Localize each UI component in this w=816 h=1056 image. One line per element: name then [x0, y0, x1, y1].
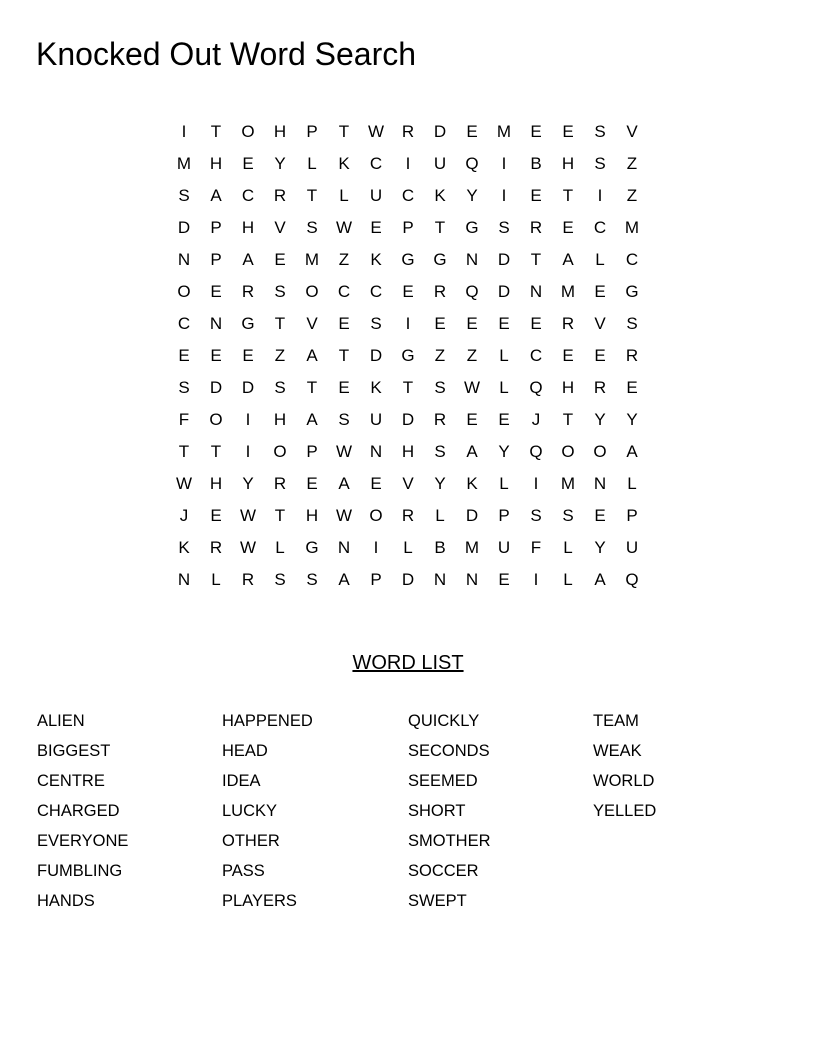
grid-letter: T: [338, 346, 350, 365]
grid-letter: E: [306, 474, 318, 493]
grid-letter: S: [274, 282, 286, 301]
grid-letter: L: [275, 538, 285, 557]
grid-letter: T: [562, 186, 574, 205]
grid-letter: H: [401, 442, 415, 461]
grid-letter: T: [434, 218, 446, 237]
grid-letter: Y: [498, 442, 510, 461]
grid-letter: R: [529, 218, 543, 237]
grid-letter: Z: [626, 154, 638, 173]
grid-letter: Y: [274, 154, 286, 173]
grid-letter: E: [562, 218, 574, 237]
word-list-item: HANDS: [37, 892, 95, 910]
grid-letter: M: [304, 250, 320, 269]
grid-letter: S: [338, 410, 350, 429]
grid-letter: O: [209, 410, 223, 429]
grid-letter: J: [531, 410, 541, 429]
grid-letter: E: [594, 346, 606, 365]
grid-row: [168, 468, 648, 500]
grid-letter: K: [370, 250, 382, 269]
grid-letter: D: [497, 250, 511, 269]
word-search-grid: [168, 116, 648, 596]
grid-letter: O: [305, 282, 319, 301]
grid-letter: G: [401, 346, 415, 365]
grid-letter: R: [401, 506, 415, 525]
grid-letter: C: [401, 186, 415, 205]
grid-letter: E: [370, 218, 382, 237]
grid-letter: E: [562, 346, 574, 365]
grid-letter: K: [338, 154, 350, 173]
word-list-item: PLAYERS: [222, 892, 297, 910]
word-list-item: LUCKY: [222, 802, 278, 820]
grid-letter: P: [210, 250, 222, 269]
grid-letter: Q: [465, 282, 479, 301]
grid-letter: R: [401, 122, 415, 141]
grid-letter: L: [627, 474, 637, 493]
grid-letter: U: [497, 538, 511, 557]
word-list-column: [593, 706, 773, 826]
grid-letter: R: [625, 346, 639, 365]
grid-letter: Y: [242, 474, 254, 493]
grid-letter: D: [401, 410, 415, 429]
grid-letter: M: [496, 122, 512, 141]
grid-letter: E: [370, 474, 382, 493]
word-list-item: TEAM: [593, 712, 639, 730]
grid-letter: Z: [274, 346, 286, 365]
word-list-item: QUICKLY: [408, 712, 480, 730]
grid-letter: L: [563, 538, 573, 557]
grid-row: [168, 404, 648, 436]
grid-letter: W: [335, 506, 353, 525]
grid-letter: P: [498, 506, 510, 525]
grid-letter: E: [210, 346, 222, 365]
grid-letter: Y: [434, 474, 446, 493]
grid-letter: R: [273, 186, 287, 205]
grid-letter: P: [370, 570, 382, 589]
grid-letter: D: [209, 378, 223, 397]
grid-letter: L: [339, 186, 349, 205]
word-list-item: OTHER: [222, 832, 280, 850]
grid-letter: E: [594, 282, 606, 301]
grid-letter: E: [498, 410, 510, 429]
grid-letter: C: [369, 282, 383, 301]
grid-letter: S: [274, 378, 286, 397]
grid-letter: I: [181, 122, 187, 141]
grid-letter: L: [563, 570, 573, 589]
grid-letter: B: [434, 538, 446, 557]
word-list-column: [222, 706, 402, 916]
grid-letter: V: [306, 314, 318, 333]
grid-letter: A: [594, 570, 606, 589]
grid-letter: O: [561, 442, 575, 461]
grid-letter: C: [529, 346, 543, 365]
grid-letter: I: [405, 154, 411, 173]
grid-letter: M: [464, 538, 480, 557]
grid-letter: N: [177, 570, 191, 589]
grid-letter: T: [562, 410, 574, 429]
grid-letter: R: [593, 378, 607, 397]
grid-letter: N: [529, 282, 543, 301]
grid-letter: T: [274, 506, 286, 525]
grid-letter: D: [241, 378, 255, 397]
grid-letter: L: [435, 506, 445, 525]
page-title: Knocked Out Word Search: [36, 36, 417, 72]
grid-letter: W: [367, 122, 385, 141]
grid-letter: E: [530, 314, 542, 333]
grid-letter: E: [498, 570, 510, 589]
grid-letter: G: [305, 538, 319, 557]
word-list-item: WORLD: [593, 772, 655, 790]
grid-letter: E: [242, 346, 254, 365]
word-list-item: SECONDS: [408, 742, 490, 760]
grid-letter: I: [501, 186, 507, 205]
grid-letter: I: [533, 474, 539, 493]
grid-letter: O: [369, 506, 383, 525]
grid-letter: Y: [594, 410, 606, 429]
grid-letter: I: [501, 154, 507, 173]
grid-letter: W: [239, 506, 257, 525]
grid-letter: P: [210, 218, 222, 237]
grid-letter: A: [338, 570, 350, 589]
word-list-item: WEAK: [593, 742, 642, 760]
grid-letter: S: [178, 186, 190, 205]
grid-letter: W: [239, 538, 257, 557]
grid-letter: Q: [465, 154, 479, 173]
grid-letter: S: [274, 570, 286, 589]
grid-letter: E: [466, 410, 478, 429]
grid-letter: E: [178, 346, 190, 365]
grid-letter: F: [178, 410, 190, 429]
grid-letter: R: [433, 410, 447, 429]
grid-letter: T: [178, 442, 190, 461]
grid-letter: E: [274, 250, 286, 269]
grid-letter: H: [561, 154, 575, 173]
grid-letter: L: [403, 538, 413, 557]
grid-letter: I: [597, 186, 603, 205]
grid-letter: N: [465, 250, 479, 269]
word-list-item: FUMBLING: [37, 862, 123, 880]
grid-letter: E: [626, 378, 638, 397]
grid-letter: V: [626, 122, 638, 141]
grid-letter: T: [306, 378, 318, 397]
grid-letter: S: [530, 506, 542, 525]
grid-letter: H: [273, 122, 287, 141]
word-list-item: SWEPT: [408, 892, 467, 910]
grid-row: [168, 276, 648, 308]
grid-letter: N: [593, 474, 607, 493]
grid-letter: A: [306, 346, 318, 365]
grid-letter: U: [369, 186, 383, 205]
grid-letter: U: [625, 538, 639, 557]
grid-letter: A: [626, 442, 638, 461]
grid-letter: Y: [594, 538, 606, 557]
grid-letter: L: [499, 346, 509, 365]
grid-letter: Z: [434, 346, 446, 365]
grid-letter: A: [338, 474, 350, 493]
grid-letter: M: [176, 154, 192, 173]
grid-letter: T: [402, 378, 414, 397]
grid-letter: R: [241, 570, 255, 589]
grid-row: [168, 212, 648, 244]
grid-letter: C: [241, 186, 255, 205]
grid-letter: D: [369, 346, 383, 365]
grid-letter: S: [306, 218, 318, 237]
grid-letter: N: [337, 538, 351, 557]
grid-letter: A: [242, 250, 254, 269]
grid-row: [168, 180, 648, 212]
grid-letter: Z: [626, 186, 638, 205]
grid-letter: Q: [529, 442, 543, 461]
grid-letter: E: [466, 314, 478, 333]
grid-letter: S: [594, 122, 606, 141]
grid-letter: L: [307, 154, 317, 173]
grid-letter: F: [530, 538, 542, 557]
grid-letter: O: [273, 442, 287, 461]
grid-letter: N: [177, 250, 191, 269]
grid-letter: U: [433, 154, 447, 173]
grid-letter: M: [624, 218, 640, 237]
grid-row: [168, 372, 648, 404]
grid-letter: T: [274, 314, 286, 333]
grid-letter: R: [241, 282, 255, 301]
grid-letter: N: [465, 570, 479, 589]
grid-letter: H: [209, 474, 223, 493]
grid-letter: C: [177, 314, 191, 333]
grid-letter: I: [245, 442, 251, 461]
grid-letter: H: [209, 154, 223, 173]
grid-letter: Q: [529, 378, 543, 397]
grid-letter: R: [273, 474, 287, 493]
grid-letter: E: [242, 154, 254, 173]
grid-letter: K: [370, 378, 382, 397]
grid-row: [168, 500, 648, 532]
grid-letter: S: [498, 218, 510, 237]
grid-letter: C: [369, 154, 383, 173]
grid-letter: G: [241, 314, 255, 333]
word-list-item: HEAD: [222, 742, 268, 760]
word-list-item: SMOTHER: [408, 832, 491, 850]
grid-letter: H: [305, 506, 319, 525]
grid-letter: S: [562, 506, 574, 525]
grid-letter: D: [465, 506, 479, 525]
grid-letter: P: [626, 506, 638, 525]
grid-letter: R: [433, 282, 447, 301]
grid-row: [168, 308, 648, 340]
grid-letter: T: [210, 122, 222, 141]
grid-row: [168, 244, 648, 276]
grid-letter: V: [402, 474, 414, 493]
grid-letter: A: [306, 410, 318, 429]
grid-letter: W: [175, 474, 193, 493]
grid-letter: E: [498, 314, 510, 333]
grid-letter: Y: [626, 410, 638, 429]
word-list-item: YELLED: [593, 802, 657, 820]
grid-letter: C: [593, 218, 607, 237]
grid-letter: R: [561, 314, 575, 333]
grid-letter: E: [210, 506, 222, 525]
grid-letter: K: [178, 538, 190, 557]
grid-letter: Q: [625, 570, 639, 589]
grid-letter: I: [405, 314, 411, 333]
grid-letter: V: [274, 218, 286, 237]
grid-letter: T: [530, 250, 542, 269]
grid-letter: O: [593, 442, 607, 461]
grid-letter: Z: [338, 250, 350, 269]
grid-letter: G: [401, 250, 415, 269]
grid-letter: L: [499, 474, 509, 493]
grid-letter: I: [373, 538, 379, 557]
grid-letter: G: [625, 282, 639, 301]
grid-letter: Z: [466, 346, 478, 365]
word-list-item: SHORT: [408, 802, 466, 820]
grid-row: [168, 532, 648, 564]
word-list-item: IDEA: [222, 772, 261, 790]
grid-letter: A: [210, 186, 222, 205]
grid-letter: K: [434, 186, 446, 205]
word-list-item: BIGGEST: [37, 742, 111, 760]
word-list-item: HAPPENED: [222, 712, 313, 730]
grid-letter: P: [402, 218, 414, 237]
grid-letter: O: [177, 282, 191, 301]
grid-letter: E: [338, 378, 350, 397]
grid-letter: W: [335, 442, 353, 461]
word-list-column: [408, 706, 588, 916]
grid-letter: Y: [466, 186, 478, 205]
word-list-item: PASS: [222, 862, 265, 880]
grid-letter: D: [497, 282, 511, 301]
grid-letter: P: [306, 122, 318, 141]
grid-letter: M: [560, 282, 576, 301]
grid-row: [168, 436, 648, 468]
grid-letter: K: [466, 474, 478, 493]
grid-letter: U: [369, 410, 383, 429]
grid-letter: E: [338, 314, 350, 333]
grid-letter: R: [209, 538, 223, 557]
grid-letter: P: [306, 442, 318, 461]
grid-letter: D: [433, 122, 447, 141]
grid-letter: A: [562, 250, 574, 269]
grid-letter: L: [595, 250, 605, 269]
grid-letter: G: [433, 250, 447, 269]
grid-letter: D: [177, 218, 191, 237]
grid-letter: E: [530, 122, 542, 141]
grid-letter: E: [210, 282, 222, 301]
word-list-item: SOCCER: [408, 862, 479, 880]
word-list-item: CHARGED: [37, 802, 120, 820]
grid-letter: V: [594, 314, 606, 333]
word-list-item: SEEMED: [408, 772, 478, 790]
word-list-item: EVERYONE: [37, 832, 129, 850]
grid-letter: S: [626, 314, 638, 333]
grid-letter: S: [178, 378, 190, 397]
grid-letter: E: [562, 122, 574, 141]
grid-letter: N: [369, 442, 383, 461]
grid-letter: T: [306, 186, 318, 205]
word-list-column: [37, 706, 217, 916]
grid-row: [168, 340, 648, 372]
grid-letter: G: [465, 218, 479, 237]
grid-letter: S: [306, 570, 318, 589]
grid-letter: D: [401, 570, 415, 589]
grid-letter: W: [335, 218, 353, 237]
grid-letter: E: [434, 314, 446, 333]
word-list: [37, 706, 781, 936]
grid-row: [168, 148, 648, 180]
grid-letter: I: [533, 570, 539, 589]
word-list-heading: WORD LIST: [352, 652, 464, 674]
grid-letter: O: [241, 122, 255, 141]
grid-letter: L: [211, 570, 221, 589]
word-list-item: CENTRE: [37, 772, 105, 790]
word-list-item: ALIEN: [37, 712, 85, 730]
grid-letter: S: [594, 154, 606, 173]
grid-letter: I: [245, 410, 251, 429]
grid-letter: C: [625, 250, 639, 269]
grid-letter: S: [370, 314, 382, 333]
grid-row: [168, 564, 648, 596]
grid-letter: A: [466, 442, 478, 461]
grid-letter: M: [560, 474, 576, 493]
grid-letter: J: [179, 506, 189, 525]
grid-letter: W: [463, 378, 481, 397]
grid-letter: C: [337, 282, 351, 301]
grid-letter: T: [210, 442, 222, 461]
grid-letter: H: [241, 218, 255, 237]
grid-letter: E: [402, 282, 414, 301]
grid-letter: E: [530, 186, 542, 205]
grid-letter: T: [338, 122, 350, 141]
grid-letter: E: [594, 506, 606, 525]
grid-letter: S: [434, 378, 446, 397]
grid-letter: L: [499, 378, 509, 397]
grid-letter: H: [273, 410, 287, 429]
grid-row: [168, 116, 648, 148]
grid-letter: B: [530, 154, 542, 173]
grid-letter: N: [209, 314, 223, 333]
grid-letter: H: [561, 378, 575, 397]
grid-letter: E: [466, 122, 478, 141]
grid-letter: N: [433, 570, 447, 589]
grid-letter: S: [434, 442, 446, 461]
